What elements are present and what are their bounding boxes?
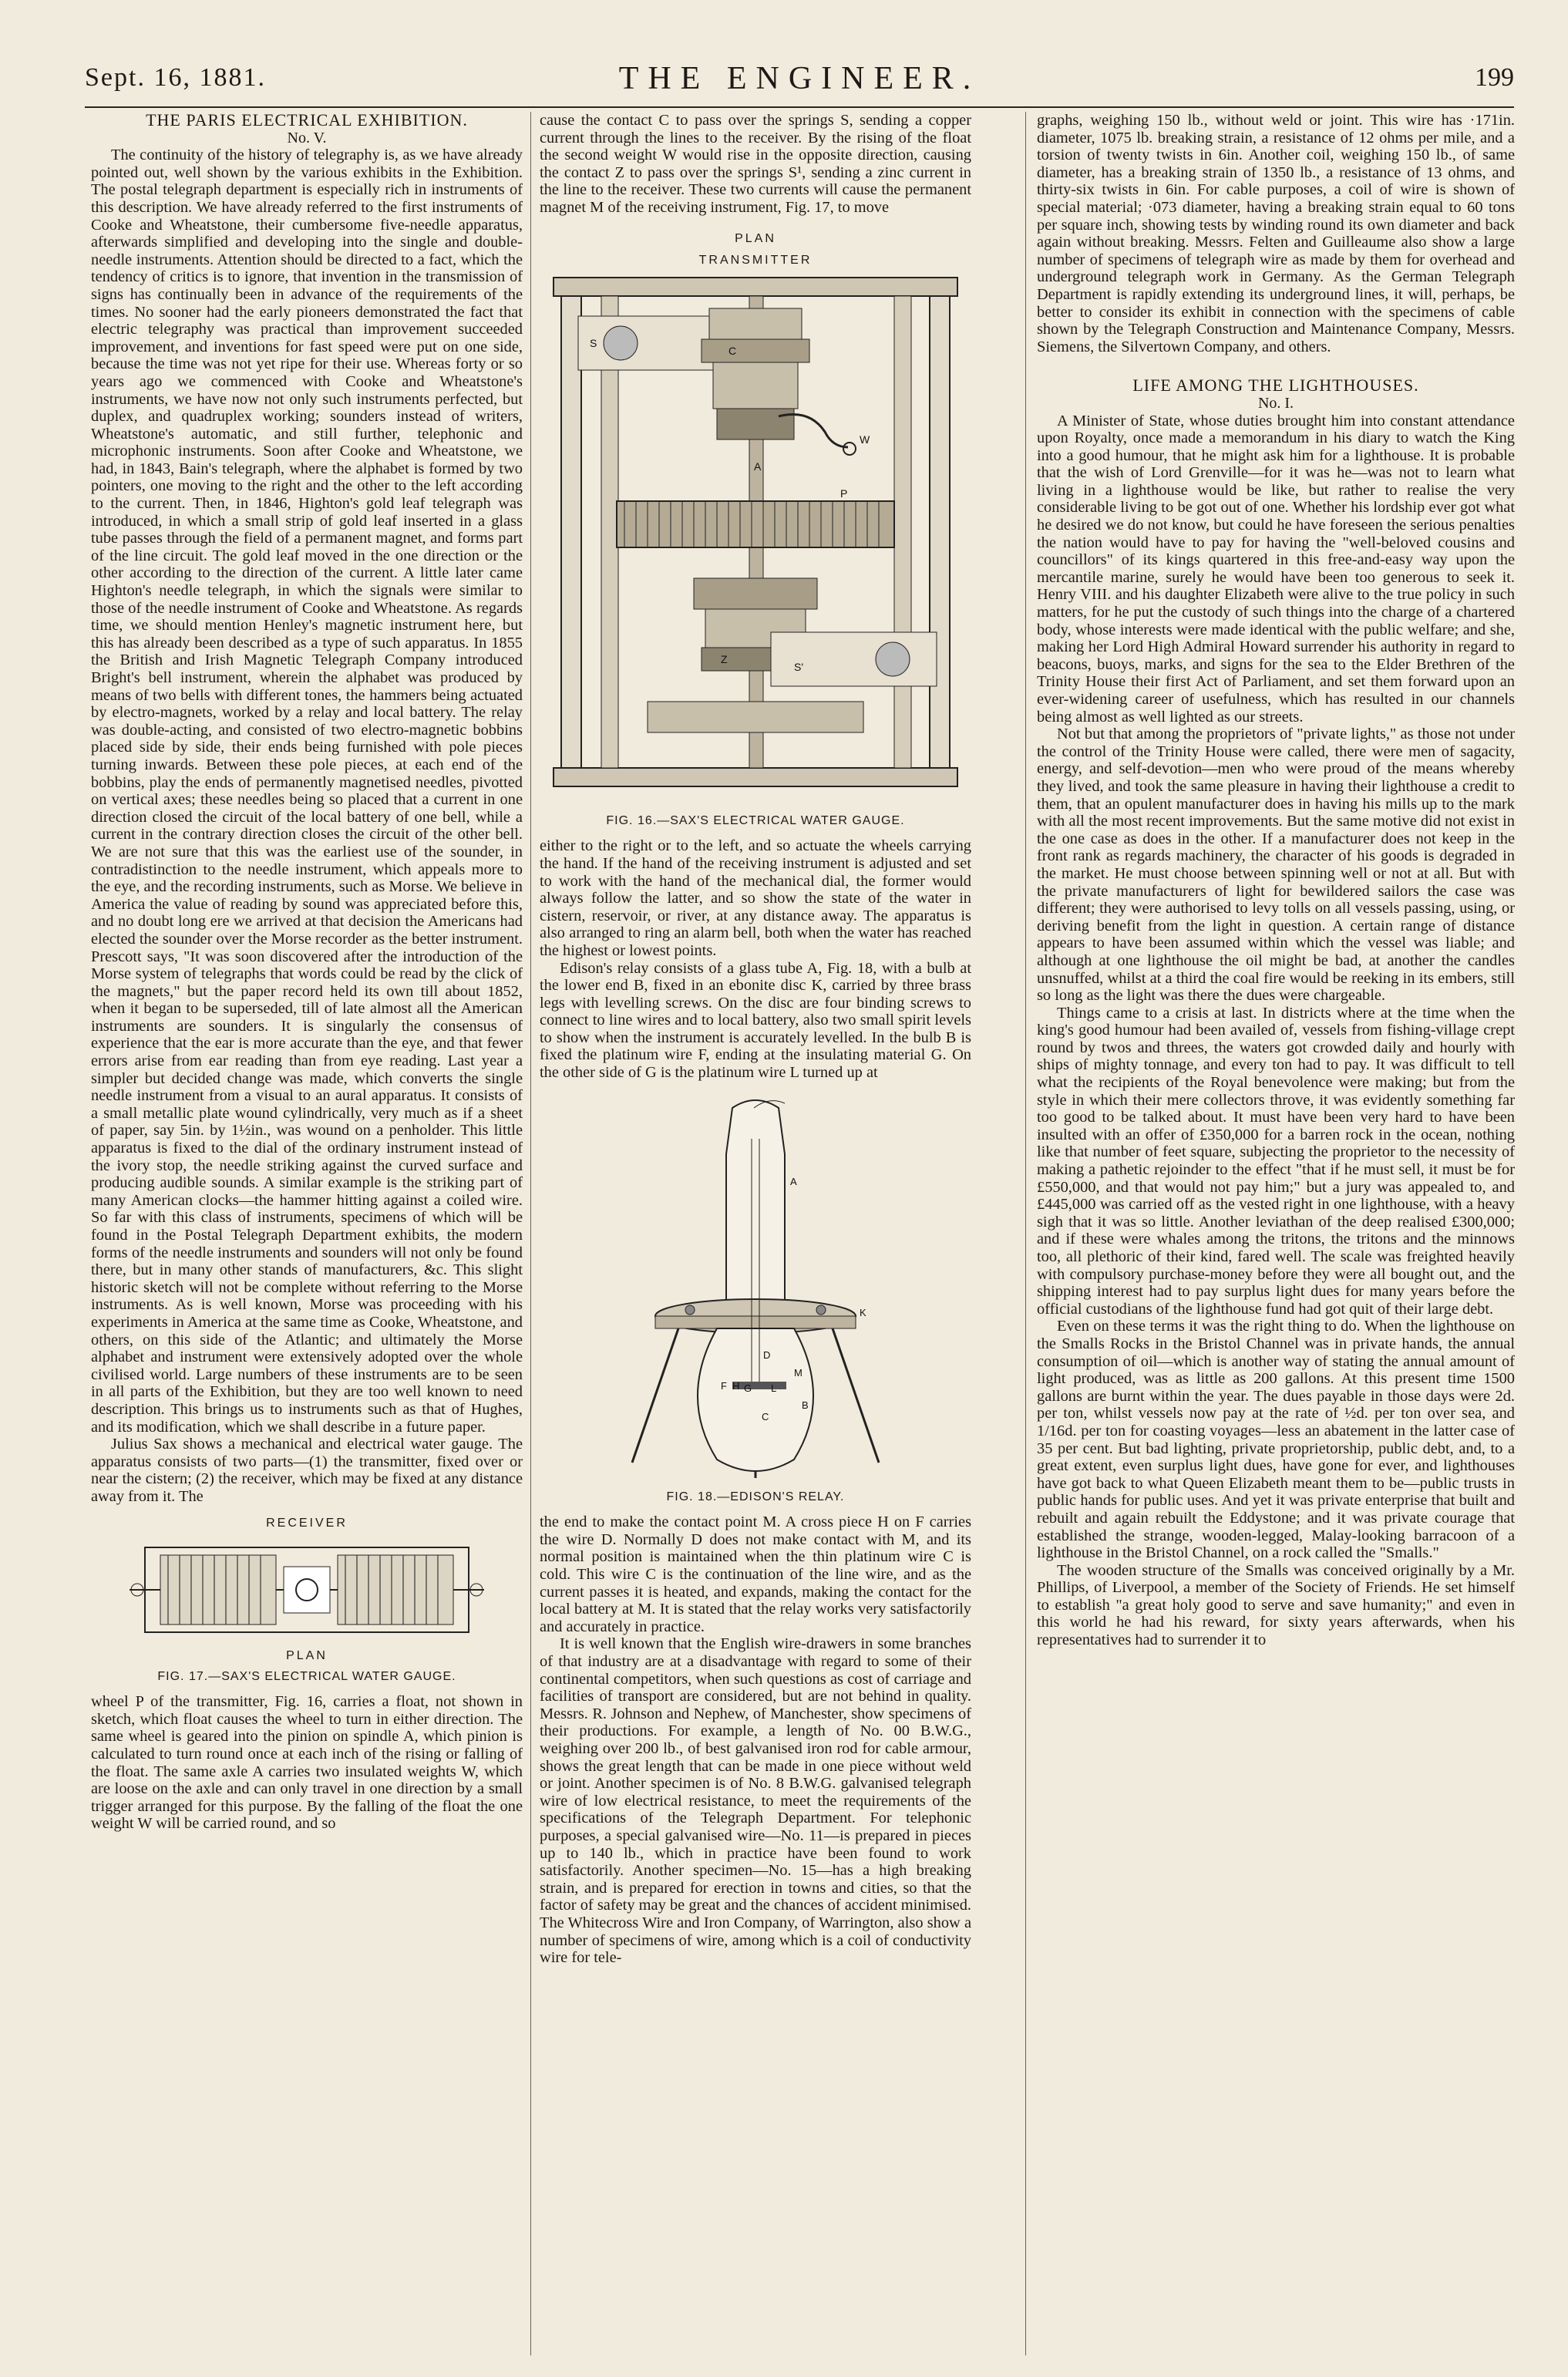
article-paragraph: The continuity of the history of telegraphy is, as we have already pointed out, well shown by the various exhibits in the Exhibition. The postal telegraph department is especially rich in instruments of this description. We have already referred to the first instruments of Cooke and Wheatstone, their cumbersome five-needle apparatus, afterwards simplified and developing into the single and double-needle instruments. Attention should be directed to a fact, which the tendency of critics is to ignore, that invention in the transmission of signs has continually been in advance of the requirements of the times. No sooner had the early pioneers demonstrated the fact that electric telegraphy was practical than improvement succeeded improvement, and inventions for fast speed were put on one side, because the time was not yet ripe for their use. Whereas forty or so years ago we commenced with Cooke and Wheatstone's instruments, we have now not only such instruments perfected, but duplex, and quadruplex working; sounders instead of writers, Wheatstone's automatic, and still further, telephonic and microphonic instruments. Soon after Cooke and Wheatstone, we had, in 1843, Bain's telegraph, where the alphabet is formed by two pointers, one moving to the right and the other to the left according to the current. Then, in 1846, Highton's gold leaf telegraph was introduced, in which a small strip of gold leaf inserted in a glass tube passes through the field of a permanent magnet, and forms part of the line circuit. The gold leaf moved in the one direction or the other according to the direction of the current. A little later came Highton's needle telegraph, in which the signals were similar to those of the needle instrument of Cooke and Wheatstone. As regards time, we should mention Henley's magnetic instrument here, but this has already been described as a type of such apparatus. In 1855 the British and Irish Magnetic Telegraph Company introduced Bright's bell instrument, wherein the alphabet was produced by means of two bells with different tones, the hammers being actuated by electro-magnets, worked by a relay and local battery. The relay was double-acting, and consisted of two electro-magnetic bobbins placed side by side, their ends being furnished with pole pieces turning inwards. Between these pole pieces, at each end of the bobbins, play the ends of permanently magnetised needles, pivotted on vertical axes; these needles being so placed that a current in one direction closed the circuit of the local battery of one bell, while a current in the contrary direction closes the circuit of the other bell. We are not sure that this was the earliest use of the sounder, in contradistinction to the needle instrument, which appeals more to the eye, and the recording instruments, such as Morse. We believe in America the value of reading by sound was appreciated before this, and no doubt long ere we arrived at that decision the Americans had elected the sounder over the Morse recorder as the better instrument. Prescott says, "It was soon discovered after the introduction of the Morse system of telegraphs that words could be read by the click of the magnets," but the paper record held its own till about 1852, when it began to be superseded, till of late almost all the American instruments are sounders. It is singularly the consensus of experience that the ear is more accurate than the eye, and that fewer errors arise from ear reading than from eye reading. Last year a simpler but decided change was made, which converts the single needle instrument from a visual to an aural apparatus. It consists of a small metallic plate wound cylindrically, very much as if a sheet of paper, say 5in. by 1½in., was wound on a penholder. This little apparatus is fixed to the dial of the ordinary instrument instead of the ivory stop, the needle striking against the curved surface and producing audible sounds. A similar example is the striking part of many American clocks—the hammer hitting against a coiled wire. So far with this class of instruments, specimens of which will be found in the Postal Telegraph Department exhibits, the modern forms of the needle instruments and sounders will not only be found there, but in many other stands of manufacturers, &c. This slight historic sketch will not be complete without referring to the Morse instruments. As is well known, Morse was proceeding with his experiments in America at the same time as Cooke, Wheatstone, and others, on this side of the Atlantic; and ultimately the Morse alphabet and instrument were extensively adopted over the whole civilised world. Large numbers of these instruments are to be seen in all parts of the Exhibition, but they are too well known to need description. This brings us to instruments such as that of Hughes, and its modification, which we shall describe in a future paper. xyxy=(91,146,523,1436)
column-2 xyxy=(540,112,971,2363)
article-paragraph: It is well known that the English wire-drawers in some branches of that industry are at a disadvantage with regard to some of their continental competitors, when such questions as cost of carriage and facilities of transport are considered, but are not behind in quality. Messrs. R. Johnson and Nephew, of Manchester, show specimens of their productions. For example, a length of No. 00 B.W.G., weighing over 200 lb., of best galvanised iron rod for cable armour, shows the great length that can be made in one piece without weld or joint. Another specimen is of No. 8 B.W.G. galvanised telegraph wire of low electrical resistance, to meet the requirements of the specifications of the Telegraph Department. For telephonic purposes, a special galvanised wire—No. 11—is prepared in pieces up to 140 lb., which in practice have been found to work satisfactorily. Another specimen—No. 15—has a high breaking strain, and is prepared for erection in towns and cities, so that the factor of safety may be great and the chances of accident minimised. The Whitecross Wire and Iron Company, of Warrington, also show a number of specimens of wire, among which is a coil of conductivity wire for tele- xyxy=(540,1635,971,1967)
figure-label: RECEIVER xyxy=(266,1516,348,1530)
fig16-letter: S' xyxy=(794,660,804,673)
figure-caption: FIG. 17.—SAX'S ELECTRICAL WATER GAUGE. xyxy=(157,1669,456,1683)
article-paragraph: either to the right or to the left, and so actuate the wheels carrying the hand. If the hand of the receiving instrument is adjusted and set to work with the hand of the mechanical dial, the former would always follow the latter, and so show the state of the water in cistern, reservoir, or river, at any distance away. The apparatus is also arranged to ring an alarm bell, both when the water has reached the highest or lowest points. xyxy=(540,837,971,959)
issue-date: Sept. 16, 1881. xyxy=(85,63,266,92)
figure-label: TRANSMITTER xyxy=(698,254,813,268)
article-number: No. I. xyxy=(1257,394,1294,412)
article-title: LIFE AMONG THE LIGHTHOUSES. xyxy=(1132,375,1419,396)
figure-label: PLAN xyxy=(735,231,776,245)
article-paragraph: Not but that among the proprietors of "private lights," as those not under the control of the Trinity House were called, there were men of sagacity, energy, and self-devotion—men who were proud of the means whereby they lived, and took the same pleasure in having their lighthouse a credit to them, that an opulent manufacturer does in having his mills up to the mark with all the most recent improvements. But the same motive did not exist in the one case as does in the other. If a manufacturer does not keep in the front rank as regards machinery, the character of his goods is degraded in the market. He must choose between spinning well or not at all. But with the private manufacturers of light for bewildered sailors the case was different; they were authorised to levy tolls on all vessels passing, using, or deriving benefit from the light in question. A certain range of distance appears to have been assumed within which the vessel was liable; and although at one lighthouse the oil might be bad, at another the candles unsnuffed, whilst at a third the coal fire would be reeking in its embers, still so long as the light was there the dues were chargeable. xyxy=(1037,726,1515,1005)
transmitter-plan-drawing xyxy=(547,270,964,810)
fig16-letter: S xyxy=(590,336,597,349)
fig18-letter: L xyxy=(771,1382,777,1394)
article-title: THE PARIS ELECTRICAL EXHIBITION. xyxy=(146,112,468,130)
fig18-letter: K xyxy=(860,1306,866,1318)
fig16-letter: W xyxy=(860,433,870,446)
edison-relay-drawing xyxy=(617,1093,894,1486)
fig18-letter: F xyxy=(721,1379,727,1392)
fig18-letter: G xyxy=(744,1382,752,1394)
figure-16 xyxy=(540,231,971,830)
figure-17 xyxy=(91,1515,523,1686)
column-rule xyxy=(1025,112,1026,2355)
fig18-letter: D xyxy=(763,1348,771,1361)
page-header xyxy=(85,60,1514,108)
article-paragraph: Edison's relay consists of a glass tube A, Fig. 18, with a bulb at the lower end B, fixed in an ebonite disc K, carried by three brass legs with levelling screws. On the disc are four binding screws to connect to line wires and to local battery, also two small spirit levels to show when the instrument is accurately levelled. In the bulb B is fixed the platinum wire F, ending at the insulating material G. On the other side of G is the platinum wire L turned up at xyxy=(540,959,971,1082)
figure-label: PLAN xyxy=(286,1649,328,1663)
column-rule xyxy=(530,112,531,2355)
fig16-letter: A xyxy=(754,460,762,473)
fig16-letter: Z xyxy=(721,652,728,665)
column-3 xyxy=(1037,112,1515,2363)
masthead-title: THE ENGINEER. xyxy=(618,61,981,96)
article-paragraph: the end to make the contact point M. A cross piece H on F carries the wire D. Normally D does not make contact with M, and its normal position is maintained when the thin platinum wire C is cold. This wire C is the continuation of the line wire, and as the current passes it is heated, and expands, making the contact for the local battery at M. It is stated that the relay works very satisfactorily and accurately in practice. xyxy=(540,1513,971,1635)
figure-caption: FIG. 18.—EDISON'S RELAY. xyxy=(666,1490,845,1503)
article-number: No. V. xyxy=(287,129,327,146)
article-paragraph: cause the contact C to pass over the springs S, sending a copper current through the lines to the receiver. By the rising of the float the second weight W would rise in the opposite direction, causing the contact Z to pass over the springs S¹, sending a zinc current in the line to the receiver. These two currents will cause the permanent magnet M of the receiving instrument, Fig. 17, to move xyxy=(540,112,971,216)
column-1 xyxy=(91,112,523,2363)
article-paragraph: Things came to a crisis at last. In districts where at the time when the king's good humour had been availed of, vessels from fishing-village crept round by twos and threes, the waters got crowded daily and hourly with ships of mighty tonnage, and every ton had to pay. It was difficult to tell what the recipients of the Royal benevolence were making; but from the style in which their mere collectors throve, it was evidently something far too good to be talked about. It must have been very hard to have been insulted with an offer of £350,000 for a barren rock in the ocean, nothing like that number of feet square, subjecting the proprietor to the necessity of making a pathetic rejoinder to the effect "that if he must sell, it must be for £550,000, and that would not pay him;" but a jury was appealed to, and £445,000 was carried off as the vested right in one lighthouse, with a heavy sigh that it was so little. Another leviathan of the deep realised £300,000; and if these were whales among the tritons, the tritons and the minnows too, all plethoric of their kind, fared well. The scale was freighted heavily with compulsory purchase-money before they were all bought out, and the shipping interest had to pay surplus light dues for many years before the official custodians of the lighthouse fund had got quit of their large debt. xyxy=(1037,1004,1515,1318)
receiver-plan-drawing xyxy=(114,1532,500,1648)
fig18-letter: B xyxy=(802,1399,809,1411)
figure-18 xyxy=(540,1093,971,1507)
article-paragraph: Even on these terms it was the right thing to do. When the lighthouse on the Smalls Rocks in the Bristol Channel was in private hands, the annual consumption of oil—which is another way of stating the annual amount of light produced, was as little as 200 gallons. At this present time 1500 gallons are burnt within the year. The dues payable in those days were 2d. per ton, whilst vessels now pay at the rate of ½d. per ton over sea, and 1/16d. per ton for coasting voyages—less an abatement in the latter case of 35 per cent. But bad lighting, private proprietorship, public debt, and, to a great extent, even surplus light dues, have gone for ever, and lighthouses have got back to what Queen Elizabeth meant them to be—public trusts in public hands for public uses. And yet it was private enterprise that built and rebuilt and again rebuilt the Eddystone; and it was private courage that established the strange, wooden-legged, Malay-looking barracoon of a lighthouse in the Bristol Channel, on a rock called the "Smalls." xyxy=(1037,1318,1515,1562)
article-paragraph: graphs, weighing 150 lb., without weld or joint. This wire has ·171in. diameter, 1075 lb. breaking strain, a resistance of 12 ohms per mile, and a torsion of twenty twists in 6in. Another coil, weighing 150 lb., of same diameter, has a breaking strain of 1350 lb., a resistance of 13 ohms, and thirty-six twists in 6in. For cable purposes, a coil of wire is shown of special material; ·073 diameter, having a breaking strain equal to 60 tons per square inch, showing tests by winding round its own diameter and back again without breaking. Messrs. Felten and Guilleaume also show a large number of specimens of telegraph wire as made by them for overhead and underground telegraph work in Germany. As the German Telegraph Department is rapidly extending its underground lines, it will, perhaps, be better to consider its exhibit in connection with the specimens of cable shown by the Telegraph Construction and Maintenance Company, Messrs. Siemens, the Silvertown Company, and others. xyxy=(1037,112,1515,355)
page-number: 199 xyxy=(1475,63,1514,92)
fig16-letter: P xyxy=(840,487,848,500)
article-paragraph: A Minister of State, whose duties brought him into constant attendance upon Royalty, once made a memorandum in his diary to watch the King into a good humour, that he might ask him for a lighthouse. It is probable that the wish of Lord Grenville—for it was he—was not to learn what living in a lighthouse would be like, but rather to realise the very considerable living to be got out of one. Whether his lordship ever got what he desired we do not know, but could he have foreseen the serious penalties the nation would have to pay for having the "well-beloved cousins and councillors" of its kings quartered in this free-and-easy way upon the mercantile marine, surely he would have been too generous to seek it. Henry VIII. and his daughter Elizabeth were alive to the true policy in such matters, for he put the custody of such things into the charge of a chartered body, whose interests were made identical with the public welfare; and she, making her Lord High Admiral Howard surrender his authority in regard to beacons, buoys, marks, and signs for the sea to the Elder Brethren of the Trinity House their first Act of Parliament, and set them forward upon an ever-widening career of usefulness, which has resulted in our channels being almost as well lighted as our streets. xyxy=(1037,412,1515,726)
article-paragraph: Julius Sax shows a mechanical and electrical water gauge. The apparatus consists of two parts—(1) the transmitter, fixed over or near the cistern; (2) the receiver, which may be fixed at any distance away from it. The xyxy=(91,1436,523,1505)
fig18-letter: H xyxy=(732,1379,740,1392)
fig18-letter: M xyxy=(794,1366,803,1379)
fig18-letter: A xyxy=(790,1175,797,1187)
fig18-letter: C xyxy=(762,1410,769,1422)
article-paragraph: The wooden structure of the Smalls was conceived originally by a Mr. Phillips, of Liverpool, a member of the Society of Friends. He set himself to establish "a great holy good to serve and save humanity;" and even in this world he had his reward, for sixty years afterwards, when his representatives had to surrender it to xyxy=(1037,1561,1515,1649)
fig16-letter: C xyxy=(728,344,737,357)
article-paragraph: wheel P of the transmitter, Fig. 16, carries a float, not shown in sketch, which float causes the wheel to turn in either direction. The same wheel is geared into the pinion on spindle A, which pinion is calculated to turn round once at each inch of the rising or falling of the float. The same axle A carries two insulated weights W, which are loose on the axle and can only travel in one direction by a small trigger arranged for this purpose. By the falling of the float the one weight W will be carried round, and so xyxy=(91,1693,523,1833)
figure-caption: FIG. 16.—SAX'S ELECTRICAL WATER GAUGE. xyxy=(606,813,905,827)
